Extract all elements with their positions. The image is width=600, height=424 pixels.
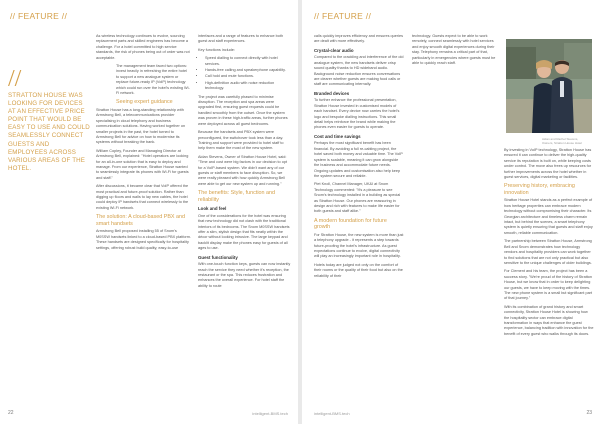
subheading-benefits: The benefits: Style, function and reliability <box>198 190 276 203</box>
list-item: • Speed dialling to connect directly with hotel services. <box>205 56 291 67</box>
feature-header: // FEATURE // <box>10 11 68 21</box>
paragraph: The partnership between Stratton House, Armstrong Bell and Snom demonstrates how technology vendors and hospitality providers can work together to find solutions that are not only practical but also sensitive to the unique challenges of older buildings. <box>504 239 592 265</box>
list-item: • Call hold and mute functions. <box>205 74 291 79</box>
paragraph: After discussions, it became clear that VoIP offered the most practical and future-proof solution. Rather than digging up floors and walls to lay new cables, the hotel could deploy IP handsets that connect wirelessly to the existing Wi-Fi network. <box>96 184 189 210</box>
footer-url: intelligent-BMS.tech <box>252 411 288 416</box>
subheading-branded-devices: Branded devices <box>314 90 350 96</box>
right-column-1 <box>314 34 404 282</box>
quote-mark-icon: // <box>8 66 22 92</box>
paragraph: For Clement and his team, the project has been a success story. "We're proud of the history of Stratton House, but we know that in order to keep delighting our guests, we have to keep moving with the times. The new phone system is a small but significant part of that journey." <box>504 269 593 301</box>
paragraph: One of the considerations for the hotel was ensuring that new technology did not clash with the traditional interiors of its bedrooms. The Snom M0SSW handsets offer a slim, stylish design that fits neatly within the décor without looking intrusive. The large keypad and backlit display make the phones easy for guests of all ages to use. <box>198 213 290 251</box>
paragraph: The project was carefully phased to minimise disruption. The reception and spa areas were upgraded first, ensuring guest requests could be handled smoothly from the outset. Once the system was proven in these high-traffic areas, further phones were deployed across all guest bedrooms. <box>198 94 288 126</box>
paragraph: Aidan Stevens, Owner of Stratton House Hotel, said: "Time and cost were big factors in our decision to opt for a VoIP-based system. We didn't want any of our guests or staff members to face disruption. So, we were really pleased with how quickly Armstrong Bell were able to get our new system up and running." <box>198 154 288 186</box>
left-column-2 <box>198 34 291 292</box>
paragraph: With one-touch function keys, guests can now instantly reach the service they need whether it's reception, the restaurant or the spa. This reduces frustration and enhances the overall experience. For hotel staff the ability to route <box>198 262 291 288</box>
paragraph: William Copley, Founder and Managing Director at Armstrong Bell, explained: "Hotel operators are looking for an all-in-one solution that is easy to deploy and manage. From our experience, Stratton House wanted to seamlessly integrate its phones with Wi-Fi for guests and staff." <box>96 148 189 180</box>
subheading-preserving-history: Preserving history, embracing innovation <box>504 183 575 196</box>
paragraph: With its combination of grand history and smart connectivity, Stratton House Hotel is showing how the hospitality sector can embrace digital transformation in ways that enhance the guest experience, balancing tradition with innovation for the benefit of every guest who walks through its doors. <box>504 304 594 336</box>
paragraph: To further enhance the professional presentation, Stratton House invested in customised models of each handset. Every device now carries the hotel's logo and bespoke dialling instructions. This small detail helps reinforce the brand while making the phones even easier for guests to operate. <box>314 98 400 130</box>
paragraph: interfaces and a range of features to enhance both guest and staff experiences. <box>198 34 284 44</box>
paragraph: Compared to the crackling and interference of the old analogue system, the new handsets deliver crisp sound quality thanks to HD wideband audio. Background noise reduction ensures conversations are clearer whether guests are making food calls or staff are communicating internally. <box>314 55 404 87</box>
right-page <box>302 0 600 424</box>
owners-photo <box>506 39 592 133</box>
footer-url: intelligent-BMS.tech <box>314 411 350 416</box>
paragraph: technology. Guests expect to be able to work remotely, connect seamlessly with hotel services and enjoy smooth digital experiences during their stay. Telephony remains a critical part of that, particularly in emergencies where guests must be able to quickly reach staff. <box>412 34 496 66</box>
paragraph: Because the handsets and PBX system were preconfigured, the switchover took less than a day. Training and support were provided to hotel staff to help them make the most of the new system. <box>198 130 284 151</box>
left-page <box>0 0 298 424</box>
paragraph: Piet Knoll, Channel Manager, UK&I at Snom Technology commented: "It's a pleasure to see Snom's technology installed in a building as special as Stratton House. Our phones are reassuring in design and rich with features to make life easier for both guests and staff alike." <box>314 182 401 214</box>
pull-quote <box>8 66 90 173</box>
subheading-look-feel: Look and feel <box>198 206 227 212</box>
owners-photo-image <box>506 39 592 133</box>
pull-quote-text: STRATTON HOUSE WAS LOOKING FOR DEVICES AT AN EFFECTIVE PRICE POINT THAT WOULD BE EASY TO USE AND COULD SEAMLESSLY CONNECT GUESTS AND EMPLOYEES ACROSS VARIOUS AREAS OF THE HOTEL. <box>8 92 90 172</box>
list-item: • Hands-free calling and speakerphone capability. <box>205 68 291 73</box>
paragraph: calls quickly improves efficiency and ensures queries are dealt with more effectively. <box>314 34 403 44</box>
subheading-seeing-guidance: Seeing expert guidance <box>116 99 173 106</box>
paragraph: Armstrong Bell proposed installing 55 of Snom's M0SSW handsets linked to a cloud-based PBX platform. These handsets are designed specifically for hospitality settings, offering robust build quality, easy-to-use <box>96 229 191 250</box>
paragraph: For Stratton House, the new system is more than just a telephony upgrade - it represents a step towards future-proofing the hotel's infrastructure. As guest expectations continue to evolve, digital connectivity will play an increasingly important role in hospitality. <box>314 232 404 259</box>
paragraph: By investing in VoIP technology, Stratton House has ensured it can continue to deliver the high-quality service its reputation is built on, while keeping costs under control. The move also frees up resources for further improvements across the hotel whether in guest services, digital marketing or facilities. <box>504 148 592 180</box>
paragraph: Stratton House Hotel stands as a perfect example of how heritage properties can embrace modern technology without compromising their character. Its Georgian architecture and timeless charm remain intact, but behind the scenes, a smart telephony system is quietly ensuring that guests and staff enjoy smooth, reliable communication. <box>504 198 593 235</box>
subheading-solution: The solution: A cloud-based PBX and smart handsets <box>96 214 186 227</box>
subheading-modern-foundation: A modern foundation for future growth <box>314 217 387 231</box>
subheading-guest-functionality: Guest functionality <box>198 254 238 260</box>
key-functions-list <box>198 56 291 91</box>
subheading-cost-savings: Cost and time savings <box>314 133 361 139</box>
right-column-2 <box>504 148 594 340</box>
page-number: 22 <box>8 410 14 416</box>
paragraph: The management team faced two options: invest heavily in refreshing the entire hotel to support a new analogue system or replace future-ready IP (VoIP) technology which could run over the hotel's existing Wi-Fi network. <box>116 64 190 96</box>
paragraph: Hotels today are judged not only on the comfort of their rooms or the quality of their food but also on the reliability of their <box>314 262 403 278</box>
page-number: 23 <box>586 410 592 416</box>
subheading-crystal-audio: Crystal-clear audio <box>314 47 354 53</box>
left-column-1 <box>96 34 191 254</box>
paragraph: As wireless technology continues to evolve, sourcing replacement parts and skilled engineers has become a challenge. For a hotel committed to high service standards, the risk of phones being out of order was not acceptable. <box>96 34 190 60</box>
list-item: • High-definition audio with noise reduction technology. <box>205 81 291 92</box>
paragraph: Perhaps the most significant benefit has been financial. By avoiding a full re-cabling project, the hotel saved both money and valuable time. The VoIP system is scalable, meaning it can grow alongside the business and accommodate future needs. Ongoing updates and customisation also help keep the system secure and reliable. <box>314 141 403 178</box>
feature-header: // FEATURE // <box>314 11 372 21</box>
paragraph: Key functions include: <box>198 47 235 52</box>
right-column-2-top <box>412 34 498 69</box>
paragraph: Stratton House has a long-standing relationship with Armstrong Bell, a telecommunications provider specialising in cloud telephony and business communication solutions. Having worked together on smaller projects in the past, the hotel turned to Armstrong Bell for advice on how to modernise its systems without breaking the bank. <box>96 107 186 145</box>
photo-caption: Aidan and Rachel Stevens, Owners, Stratton House Hotel <box>542 137 582 145</box>
